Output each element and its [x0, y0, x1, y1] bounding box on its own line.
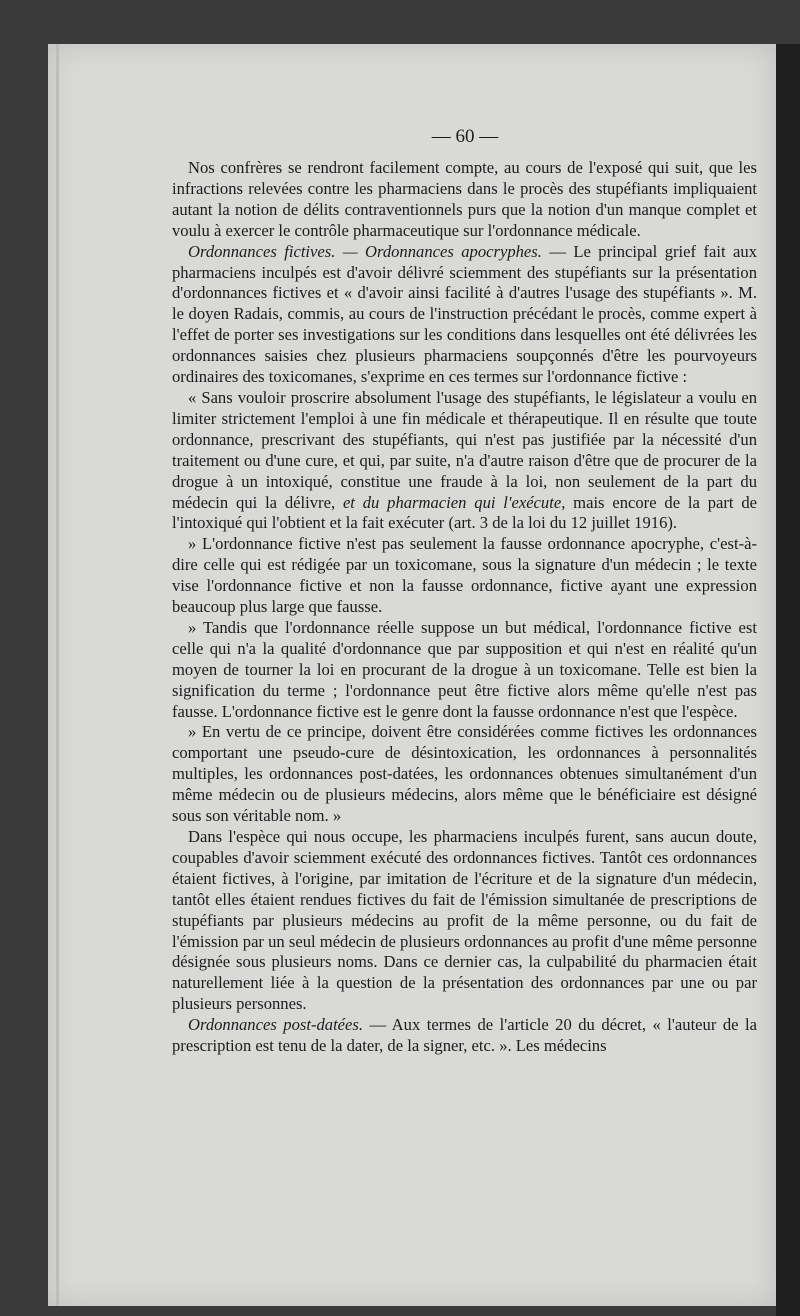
paragraph-text: « Sans vouloir proscrire absolument l'usage des stupéfiants, le législateur a voulu en limiter strictement l'emploi à une fin médicale et thérapeutique. Il en résulte que toute ordonnance, prescrivant des stupéfiants, qui n'est pas justifiée par la nécessité d'un traitement ou d'une cure, et qui, par suite, n'a d'autre raison d'être que de procurer de la drogue à un intoxiqué, constitue une fraude à la loi, non seulement de la part du médecin qui la délivre,	[172, 387, 757, 512]
paragraph-intro	[172, 158, 757, 242]
paragraph-quote-2	[172, 534, 757, 618]
paragraph-post-datees	[172, 1015, 757, 1057]
paragraph-text: — Le principal grief fait aux pharmaciens inculpés est d'avoir délivré sciemment des stupéfiants sur la présentation d'ordonnances fictives et « d'avoir ainsi facilité à d'autres l'usage des stupéfiants ». M. le doyen Radais, commis, au cours de l'instruction précédant le procès, comme expert à l'effet de porter ses investigations sur les conditions dans lesquelles ont été délivrées les ordonnances saisies chez plusieurs pharmaciens soupçonnés d'être les pourvoyeurs ordinaires des toxicomanes, s'exprime en ces termes sur l'ordonnance fictive :	[172, 241, 757, 387]
paragraph-text: » L'ordonnance fictive n'est pas seulement la fausse ordonnance apocryphe, c'est-à-dire celle qui est rédigée par un toxicomane, sous la signature d'un médecin ; le texte vise l'ordonnance fictive et non la fausse ordonnance, fictive ayant une expression beaucoup plus large que fausse.	[172, 534, 757, 617]
section-heading: Ordonnances fictives. — Ordonnances apocryphes.	[188, 241, 542, 261]
paragraph-text: — Aux termes de l'article 20 du décret, « l'auteur de la prescription est tenu de la dater, de la signer, etc. ». Les médecins	[172, 1015, 757, 1056]
paragraph-quote-4	[172, 722, 757, 827]
section-heading: Ordonnances post-datées.	[188, 1015, 364, 1035]
paragraph-quote-1	[172, 388, 757, 534]
paragraph-text: Nos confrères se rendront facilement compte, au cours de l'exposé qui suit, que les infractions relevées contre les pharmaciens dans le procès des stupéfiants impliquaient autant la notion de délits contraventionnels purs que la notion d'un manque complet et voulu à exercer le contrôle pharmaceutique sur l'ordonnance médicale.	[172, 158, 757, 240]
paragraph-quote-3	[172, 618, 757, 723]
paragraph-ordonnances-fictives	[172, 242, 757, 388]
scan-border	[776, 44, 800, 1316]
page-number: — 60 —	[431, 126, 499, 147]
paragraph-text: » Tandis que l'ordonnance réelle suppose un but médical, l'ordonnance fictive est celle qui n'a la qualité d'ordonnance que par supposition et qui n'est en réalité qu'un moyen de tourner la loi en procurant de la drogue à un toxicomane. Telle est bien la signification du terme ; l'ordonnance peut être fictive alors même qu'elle n'est pas fausse. L'ordonnance fictive est le genre dont la fausse ordonnance n'est que l'espèce.	[172, 617, 757, 721]
paragraph-espece	[172, 827, 757, 1015]
italic-phrase: et du pharmacien qui l'exécute,	[342, 492, 566, 512]
paragraph-text-tail: mais encore de la part de l'intoxiqué qui l'obtient et la fait exécuter (art. 3 de la loi du 12 juillet 1916).	[172, 492, 757, 533]
paragraph-text: » En vertu de ce principe, doivent être considérées comme fictives les ordonnances comportant une pseudo-cure de désintoxication, les ordonnances à personnalités multiples, les ordonnances post-datées, les ordonnances obtenues simultanément d'un même médecin ou de plusieurs médecins, alors même que le bénéficiaire est désigné sous son véritable nom. »	[172, 722, 757, 826]
body-text	[172, 158, 757, 1057]
paragraph-text: Dans l'espèce qui nous occupe, les pharmaciens inculpés furent, sans aucun doute, coupables d'avoir sciemment exécuté des ordonnances fictives. Tantôt ces ordonnances étaient fictives, à l'origine, par imitation de l'écriture et de la signature d'un médecin, tantôt elles étaient rendues fictives du fait de l'émission simultanée de prescriptions de stupéfiants par plusieurs médecins au profit de la même personne, ou du fait de l'émission par un seul médecin de plusieurs ordonnances au profit d'une même personne désignée sous plusieurs noms. Dans ce dernier cas, la culpabilité du pharmacien était naturellement liée à la question de la présentation des ordonnances par une ou par plusieurs personnes.	[172, 827, 757, 1014]
page-binding-edge	[56, 44, 59, 1306]
